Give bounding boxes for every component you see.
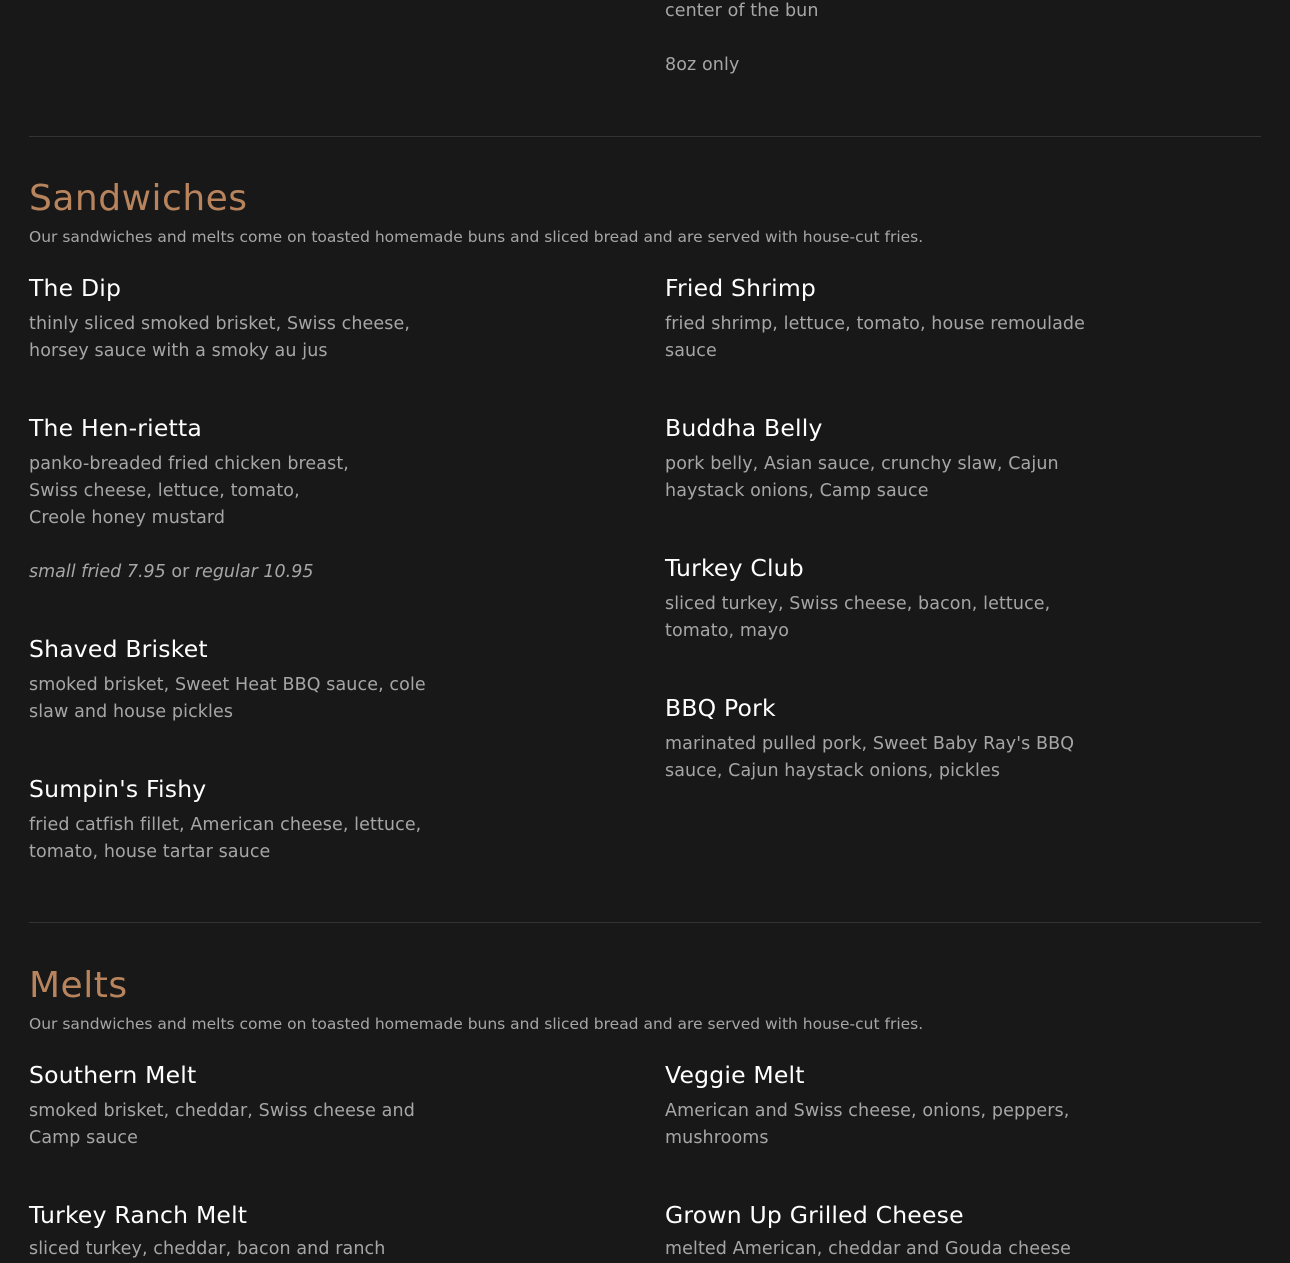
price-separator: or (171, 562, 190, 582)
description-line: smoked brisket, cheddar, Swiss cheese and (29, 1101, 415, 1121)
section-note-melts: Our sandwiches and melts come on toasted homemade buns and sliced bread and are served with house-cut fries. (29, 1015, 924, 1033)
menu-item-title: BBQ Pork (665, 694, 776, 722)
description-line: thinly sliced smoked brisket, Swiss cheese, (29, 314, 411, 334)
section-note-sandwiches: Our sandwiches and melts come on toasted homemade buns and sliced bread and are served with house-cut fries. (29, 228, 924, 246)
description-line: slaw and house pickles (29, 702, 234, 722)
description-line: sliced turkey, cheddar, bacon and ranch (29, 1239, 386, 1259)
menu-item-description (665, 1236, 1071, 1263)
description-line: smoked brisket, Sweet Heat BBQ sauce, cole (29, 675, 426, 695)
description-line: melted American, cheddar and Gouda cheese (665, 1239, 1072, 1259)
description-line: mushrooms (665, 1128, 769, 1148)
previous-item-description-tail: center of the bun (665, 1, 819, 21)
menu-item-title: Veggie Melt (665, 1061, 805, 1089)
description-line: sauce, Cajun haystack onions, pickles (665, 761, 1001, 781)
description-line: American and Swiss cheese, onions, peppers, (665, 1101, 1070, 1121)
section-title-melts: Melts (29, 965, 128, 1006)
description-line: Creole honey mustard (29, 508, 226, 528)
menu-item-title: Turkey Club (665, 554, 804, 582)
section-title-sandwiches: Sandwiches (29, 178, 248, 219)
menu-item-title: Sumpin's Fishy (29, 775, 207, 803)
menu-item-description (29, 311, 410, 365)
menu-item-title: Fried Shrimp (665, 274, 817, 302)
menu-item-title: Buddha Belly (665, 414, 823, 442)
price-regular: regular 10.95 (194, 562, 314, 582)
menu-item-description (29, 672, 426, 726)
menu-item-description (665, 591, 1050, 645)
description-line: Swiss cheese, lettuce, tomato, (29, 481, 300, 501)
menu-item-description (665, 451, 1059, 505)
menu-item-title: Southern Melt (29, 1061, 197, 1089)
section-divider (29, 922, 1261, 923)
menu-item-prices (29, 559, 313, 586)
menu-item-description (665, 1098, 1069, 1152)
description-line: panko-breaded fried chicken breast, (29, 454, 349, 474)
menu-item-title: The Dip (29, 274, 122, 302)
menu-item-title: The Hen-rietta (29, 414, 202, 442)
description-line: haystack onions, Camp sauce (665, 481, 929, 501)
menu-item-title: Grown Up Grilled Cheese (665, 1201, 964, 1229)
menu-item-description (665, 731, 1074, 785)
menu-item-description (29, 451, 349, 532)
description-line: pork belly, Asian sauce, crunchy slaw, Cajun (665, 454, 1059, 474)
description-line: marinated pulled pork, Sweet Baby Ray's BBQ (665, 734, 1075, 754)
description-line: fried shrimp, lettuce, tomato, house remoulade (665, 314, 1086, 334)
menu-item-description (29, 1236, 385, 1263)
description-line: tomato, house tartar sauce (29, 842, 271, 862)
menu-item-description (29, 812, 421, 866)
previous-item-note: 8oz only (665, 55, 740, 75)
menu-item-title: Turkey Ranch Melt (29, 1201, 248, 1229)
section-divider (29, 136, 1261, 137)
description-line: sauce (665, 341, 717, 361)
description-line: tomato, mayo (665, 621, 790, 641)
menu-item-title: Shaved Brisket (29, 635, 208, 663)
menu-item-description (665, 311, 1085, 365)
description-line: fried catfish fillet, American cheese, lettuce, (29, 815, 422, 835)
description-line: sliced turkey, Swiss cheese, bacon, lettuce, (665, 594, 1051, 614)
description-line: Camp sauce (29, 1128, 138, 1148)
menu-item-description (29, 1098, 415, 1152)
description-line: horsey sauce with a smoky au jus (29, 341, 328, 361)
price-small: small fried 7.95 (29, 562, 166, 582)
